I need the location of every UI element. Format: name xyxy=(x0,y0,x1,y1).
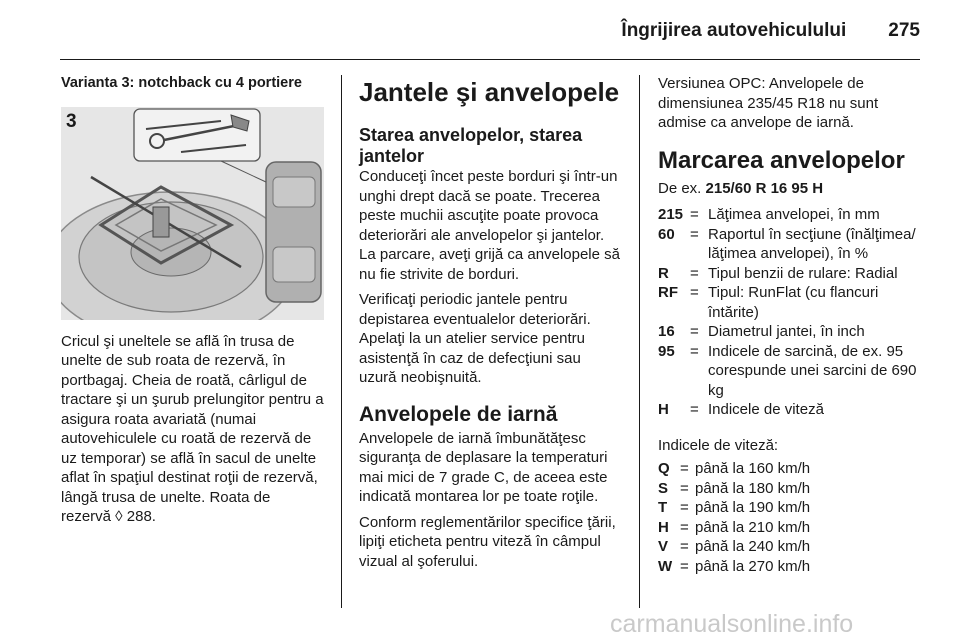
speed-value: până la 240 km/h xyxy=(695,538,811,555)
winter-tyres-paragraph-2: Conform reglementărilor specifice ţării, lipiţi eticheta pentru viteză în câmpul vizual al şoferului. xyxy=(359,513,616,570)
speed-eq: = xyxy=(680,499,689,516)
toolkit-description: Cricul şi uneltele se află în trusa de unelte de sub roata de rezervă, în portbagaj. Cheia de roată, cârligul de tractare şi un şurub prelungitor pentru a asigura roata avariată (numai autovehiculele cu roată de rezervă de uz temporar) se află în sacul de unelte aflat în spaţiul destinat roţii de rezervă, lângă trusa de unelte. Roata de rezervă ◊ 288. xyxy=(61,332,324,525)
speed-key: Q xyxy=(658,460,670,477)
legend-key: 16 xyxy=(658,323,675,340)
heading-winter-tyres: Anvelopele de iarnă xyxy=(359,402,558,426)
legend-value: Tipul: RunFlat (cu flancuri întărite) xyxy=(708,284,879,321)
legend-value: Indicele de sarcină, de ex. 95 corespunde unei sarcini de 690 kg xyxy=(708,342,917,399)
watermark: carmanualsonline.info xyxy=(610,610,854,638)
speed-eq: = xyxy=(680,479,689,497)
speed-eq: = xyxy=(680,460,689,477)
speed-value: până la 190 km/h xyxy=(695,499,811,516)
legend-eq: = xyxy=(690,264,699,282)
legend-eq: = xyxy=(690,323,699,340)
header-rule xyxy=(60,59,920,60)
legend-key: 95 xyxy=(658,342,675,360)
column-divider-2 xyxy=(639,75,640,608)
page-number: 275 xyxy=(888,20,920,41)
page-header xyxy=(621,20,920,42)
legend-value: Tipul benzii de rulare: Radial xyxy=(708,264,898,282)
speed-key: S xyxy=(658,479,669,497)
legend-value: Diametrul jantei, în inch xyxy=(708,323,865,340)
column-3 xyxy=(658,74,920,576)
legend-key: 215 xyxy=(658,206,684,223)
example-code: 215/60 R 16 95 H xyxy=(705,179,824,197)
marking-example xyxy=(658,179,920,199)
speed-value: până la 210 km/h xyxy=(695,518,811,536)
header-title: Îngrijirea autovehiculului xyxy=(621,20,847,41)
legend-eq: = xyxy=(690,342,699,360)
legend-eq: = xyxy=(690,284,699,301)
speed-eq: = xyxy=(680,518,689,536)
example-prefix: De ex. xyxy=(658,179,702,197)
legend-key: RF xyxy=(658,284,678,301)
column-2 xyxy=(359,74,622,571)
speed-value: până la 160 km/h xyxy=(695,460,811,477)
tyre-condition-paragraph-1: Conduceţi încet peste borduri şi într-un unghi drept dacă se poate. Trecerea peste muchii ascuţite poate provoca deteriorări ale anvelopelor şi jantelor. La parcare, aveţi grijă ca anvelopele să nu fie strivite de borduri. xyxy=(359,168,620,283)
marking-legend-table xyxy=(658,205,920,420)
spare-wheel-toolkit-illustration xyxy=(61,107,324,320)
speed-key: W xyxy=(658,557,673,575)
legend-key: H xyxy=(658,401,669,418)
column-divider-1 xyxy=(341,75,342,608)
tyre-condition-paragraph-2: Verificaţi periodic jantele pentru depistarea eventualelor deteriorări. Apelaţi la un atelier service pentru asistenţă în caz de defecţiuni sau uzură neobişnuită. xyxy=(359,291,591,386)
speed-value: până la 180 km/h xyxy=(695,479,811,497)
tool-kit-figure xyxy=(61,107,324,320)
section-title-wheels-tyres: Jantele şi anvelopele xyxy=(359,77,620,107)
legend-key: 60 xyxy=(658,225,675,243)
speed-key: H xyxy=(658,518,669,536)
speed-value: până la 270 km/h xyxy=(695,557,811,575)
heading-tyre-condition: Starea anvelopelor, starea jantelor xyxy=(359,125,583,166)
figure-number: 3 xyxy=(66,110,77,132)
speed-eq: = xyxy=(680,538,689,555)
legend-value: Raportul în secţiune (înălţimea/ lăţimea anvelopei), în % xyxy=(708,225,916,262)
heading-tyre-marking: Marcarea anvelopelor xyxy=(658,146,905,174)
speed-eq: = xyxy=(680,557,689,575)
opc-note: Versiunea OPC: Anvelopele de dimensiunea 235/45 R18 nu sunt admise ca anvelope de iarnă. xyxy=(658,75,879,131)
legend-eq: = xyxy=(690,401,699,418)
legend-value: Lăţimea anvelopei, în mm xyxy=(708,206,880,223)
speed-key: V xyxy=(658,538,669,555)
legend-key: R xyxy=(658,264,669,282)
legend-eq: = xyxy=(690,206,699,223)
winter-tyres-paragraph-1: Anvelopele de iarnă îmbunătăţesc siguranţa de deplasare la temperaturi mai mici de 7 grade C, de aceea este indicată montarea lor pe toate roţile. xyxy=(359,429,608,505)
legend-value: Indicele de viteză xyxy=(708,401,824,418)
speed-index-table xyxy=(658,459,920,576)
figure-subheading: Varianta 3: notchback cu 4 portiere xyxy=(61,75,302,91)
speed-key: T xyxy=(658,499,668,516)
legend-eq: = xyxy=(690,225,699,243)
column-1 xyxy=(61,74,324,527)
speed-index-heading: Indicele de viteză: xyxy=(658,436,779,454)
